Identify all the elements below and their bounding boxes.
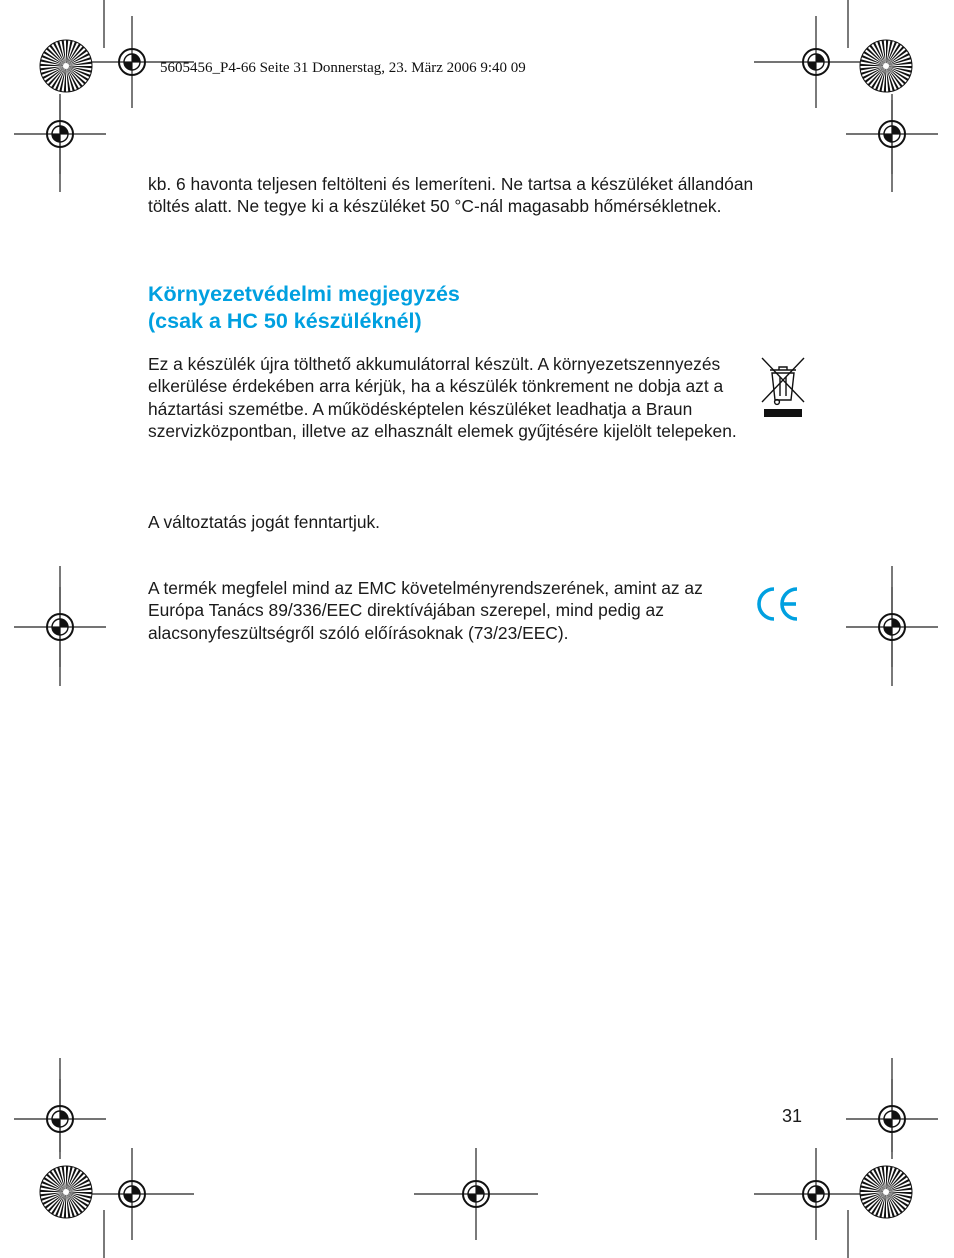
registration-mark-icon <box>14 94 106 174</box>
section-heading-environment <box>148 281 460 335</box>
registration-mark-icon <box>754 16 878 108</box>
print-slug-line: 5605456_P4-66 Seite 31 Donnerstag, 23. März 2006 9:40 09 <box>160 60 526 76</box>
registration-mark-icon <box>846 1079 938 1159</box>
starburst-calibration-icon <box>40 40 92 92</box>
starburst-calibration-icon <box>40 1166 92 1218</box>
registration-mark-icon <box>414 1148 538 1240</box>
registration-mark-icon <box>846 587 938 667</box>
paragraph-emc-compliance: A termék megfelel mind az EMC követelményrendszerének, amint az az Európa Tanács 89/336/EEC direktívájában szerepel, mind pedig az alacsonyfeszültségről szóló előírásoknak (73/23/EEC). <box>148 578 703 643</box>
starburst-calibration-icon <box>860 40 912 92</box>
heading-line-1: Környezetvédelmi megjegyzés <box>148 282 460 306</box>
registration-mark-icon <box>14 1079 106 1159</box>
heading-line-2: (csak a HC 50 készüléknél) <box>148 309 422 333</box>
ce-mark-icon <box>752 584 802 624</box>
registration-mark-icon <box>846 94 938 174</box>
registration-mark-icon <box>14 587 106 667</box>
paragraph-rights-reserved: A változtatás jogát fenntartjuk. <box>148 512 381 532</box>
crossed-out-wheelie-bin-icon <box>760 356 806 420</box>
page-number: 31 <box>782 1106 803 1126</box>
paragraph-charging-care: kb. 6 havonta teljesen feltölteni és lemeríteni. Ne tartsa a készüléket állandóan töltés alatt. Ne tegye ki a készüléket 50 °C-nál magasabb hőmérsékletnek. <box>148 174 754 217</box>
paragraph-environment-notice: Ez a készülék újra tölthető akkumulátorral készült. A környezetszennyezés elkerülése érdekében arra kérjük, ha a készülék tönkrement ne dobja azt a háztartási szemétbe. A működésképtelen készüléket leadhatja a Braun szervizközpontban, illetve az elhasznált elemek gyűjtésére kijelölt telepeken. <box>148 354 737 442</box>
registration-mark-icon <box>754 1148 878 1240</box>
starburst-calibration-icon <box>860 1166 912 1218</box>
